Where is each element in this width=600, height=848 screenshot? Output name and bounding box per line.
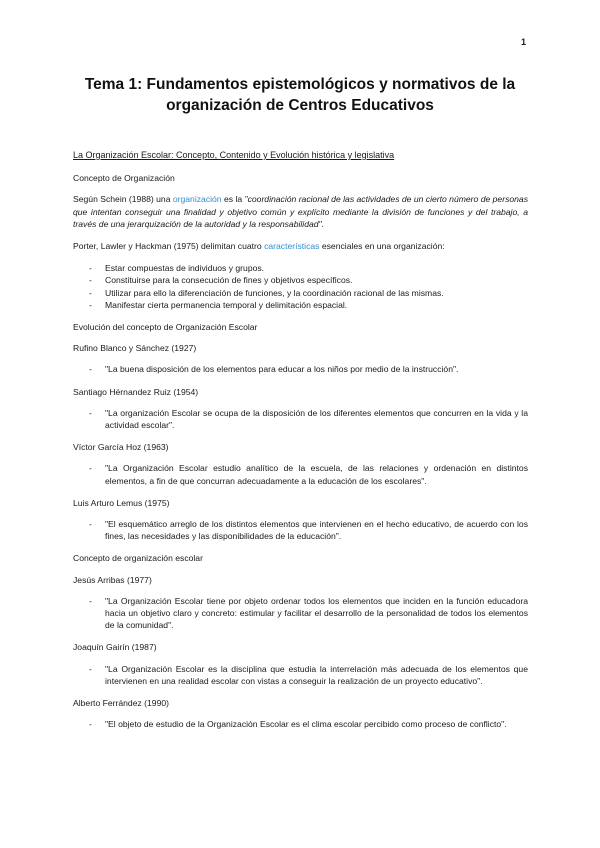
porter-paragraph bbox=[73, 240, 528, 252]
document-title: Tema 1: Fundamentos epistemológicos y normativos de la organización de Centros Educativos bbox=[84, 76, 516, 114]
caracteristicas-link[interactable]: características bbox=[264, 241, 320, 252]
quote-list bbox=[73, 462, 528, 486]
concept-heading: Concepto de Organización bbox=[73, 173, 175, 184]
author-name: Rufino Blanco y Sánchez (1927) bbox=[73, 343, 197, 354]
schein-definition bbox=[73, 193, 528, 230]
section-heading: La Organización Escolar: Concepto, Contenido y Evolución histórica y legislativa bbox=[73, 150, 395, 160]
author-name: Joaquín Gairín (1987) bbox=[73, 642, 157, 653]
quote-item: - "La Organización Escolar tiene por objeto ordenar todos los elementos que inciden en la función educadora hacia un objetivo claro y concreto: estimular y facilitar el desarrollo de la personalidad de todos los elementos de la comunidad". bbox=[73, 595, 528, 632]
quote-list bbox=[73, 663, 528, 687]
schein-quote: "coordinación racional de las actividades de un cierto número de personas que intentan conseguir una finalidad y objetivo común y explícito mediante la división de funciones y del trabajo, a través de una jerarquización de la autoridad y la responsabilidad". bbox=[73, 194, 529, 229]
schein-intro: Según Schein (1988) una bbox=[73, 194, 171, 205]
quote-list bbox=[73, 407, 528, 431]
characteristics-list bbox=[73, 262, 528, 311]
list-item: - Utilizar para ello la diferenciación de funciones, y la coordinación racional de las mismas. bbox=[73, 287, 528, 299]
document-body bbox=[73, 149, 528, 741]
schein-mid: es la bbox=[223, 194, 243, 205]
concept-school-heading: Concepto de organización escolar bbox=[73, 553, 203, 564]
quote-list bbox=[73, 518, 528, 542]
quote-list bbox=[73, 718, 528, 730]
author-name: Víctor García Hoz (1963) bbox=[73, 442, 169, 453]
quote-item: - "La organización Escolar se ocupa de la disposición de los diferentes elementos que concurren en la vida y la actividad escolar". bbox=[73, 407, 528, 431]
list-item: - Constituirse para la consecución de fines y objetivos específicos. bbox=[73, 274, 528, 286]
quote-list bbox=[73, 595, 528, 632]
porter-intro: Porter, Lawler y Hackman (1975) delimitan cuatro bbox=[73, 241, 262, 252]
quote-item: - "La buena disposición de los elementos para educar a los niños por medio de la instrucción". bbox=[73, 363, 528, 375]
quote-item: - "El objeto de estudio de la Organización Escolar es el clima escolar percibido como proceso de conflicto". bbox=[73, 718, 528, 730]
page-number: 1 bbox=[520, 37, 526, 47]
quote-item: - "La Organización Escolar es la disciplina que estudia la interrelación más adecuada de los elementos que intervienen en una realidad escolar con vistas a conseguir la realización de un proyecto educativo". bbox=[73, 663, 528, 687]
list-item: - Estar compuestas de individuos y grupos. bbox=[73, 262, 528, 274]
author-name: Santiago Hérnandez Ruiz (1954) bbox=[73, 386, 199, 397]
author-name: Luis Arturo Lemus (1975) bbox=[73, 497, 170, 508]
list-item: - Manifestar cierta permanencia temporal y delimitación espacial. bbox=[73, 299, 528, 311]
quote-list bbox=[73, 363, 528, 375]
evolution-heading: Evolución del concepto de Organización Escolar bbox=[73, 322, 258, 333]
quote-item: - "La Organización Escolar estudio analítico de la escuela, de las relaciones y ordenación en distintos elementos, a fin de que concurran adecuadamente a la educación de los escolares". bbox=[73, 462, 528, 486]
author-name: Jesús Arribas (1977) bbox=[73, 574, 152, 585]
author-name: Alberto Ferrández (1990) bbox=[73, 698, 170, 709]
organizacion-link[interactable]: organización bbox=[172, 194, 222, 205]
porter-outro: esenciales en una organización: bbox=[321, 241, 445, 252]
quote-item: - "El esquemático arreglo de los distintos elementos que intervienen en el hecho educativo, de acuerdo con los fines, las necesidades y las disponibilidades de la educación". bbox=[73, 518, 528, 542]
